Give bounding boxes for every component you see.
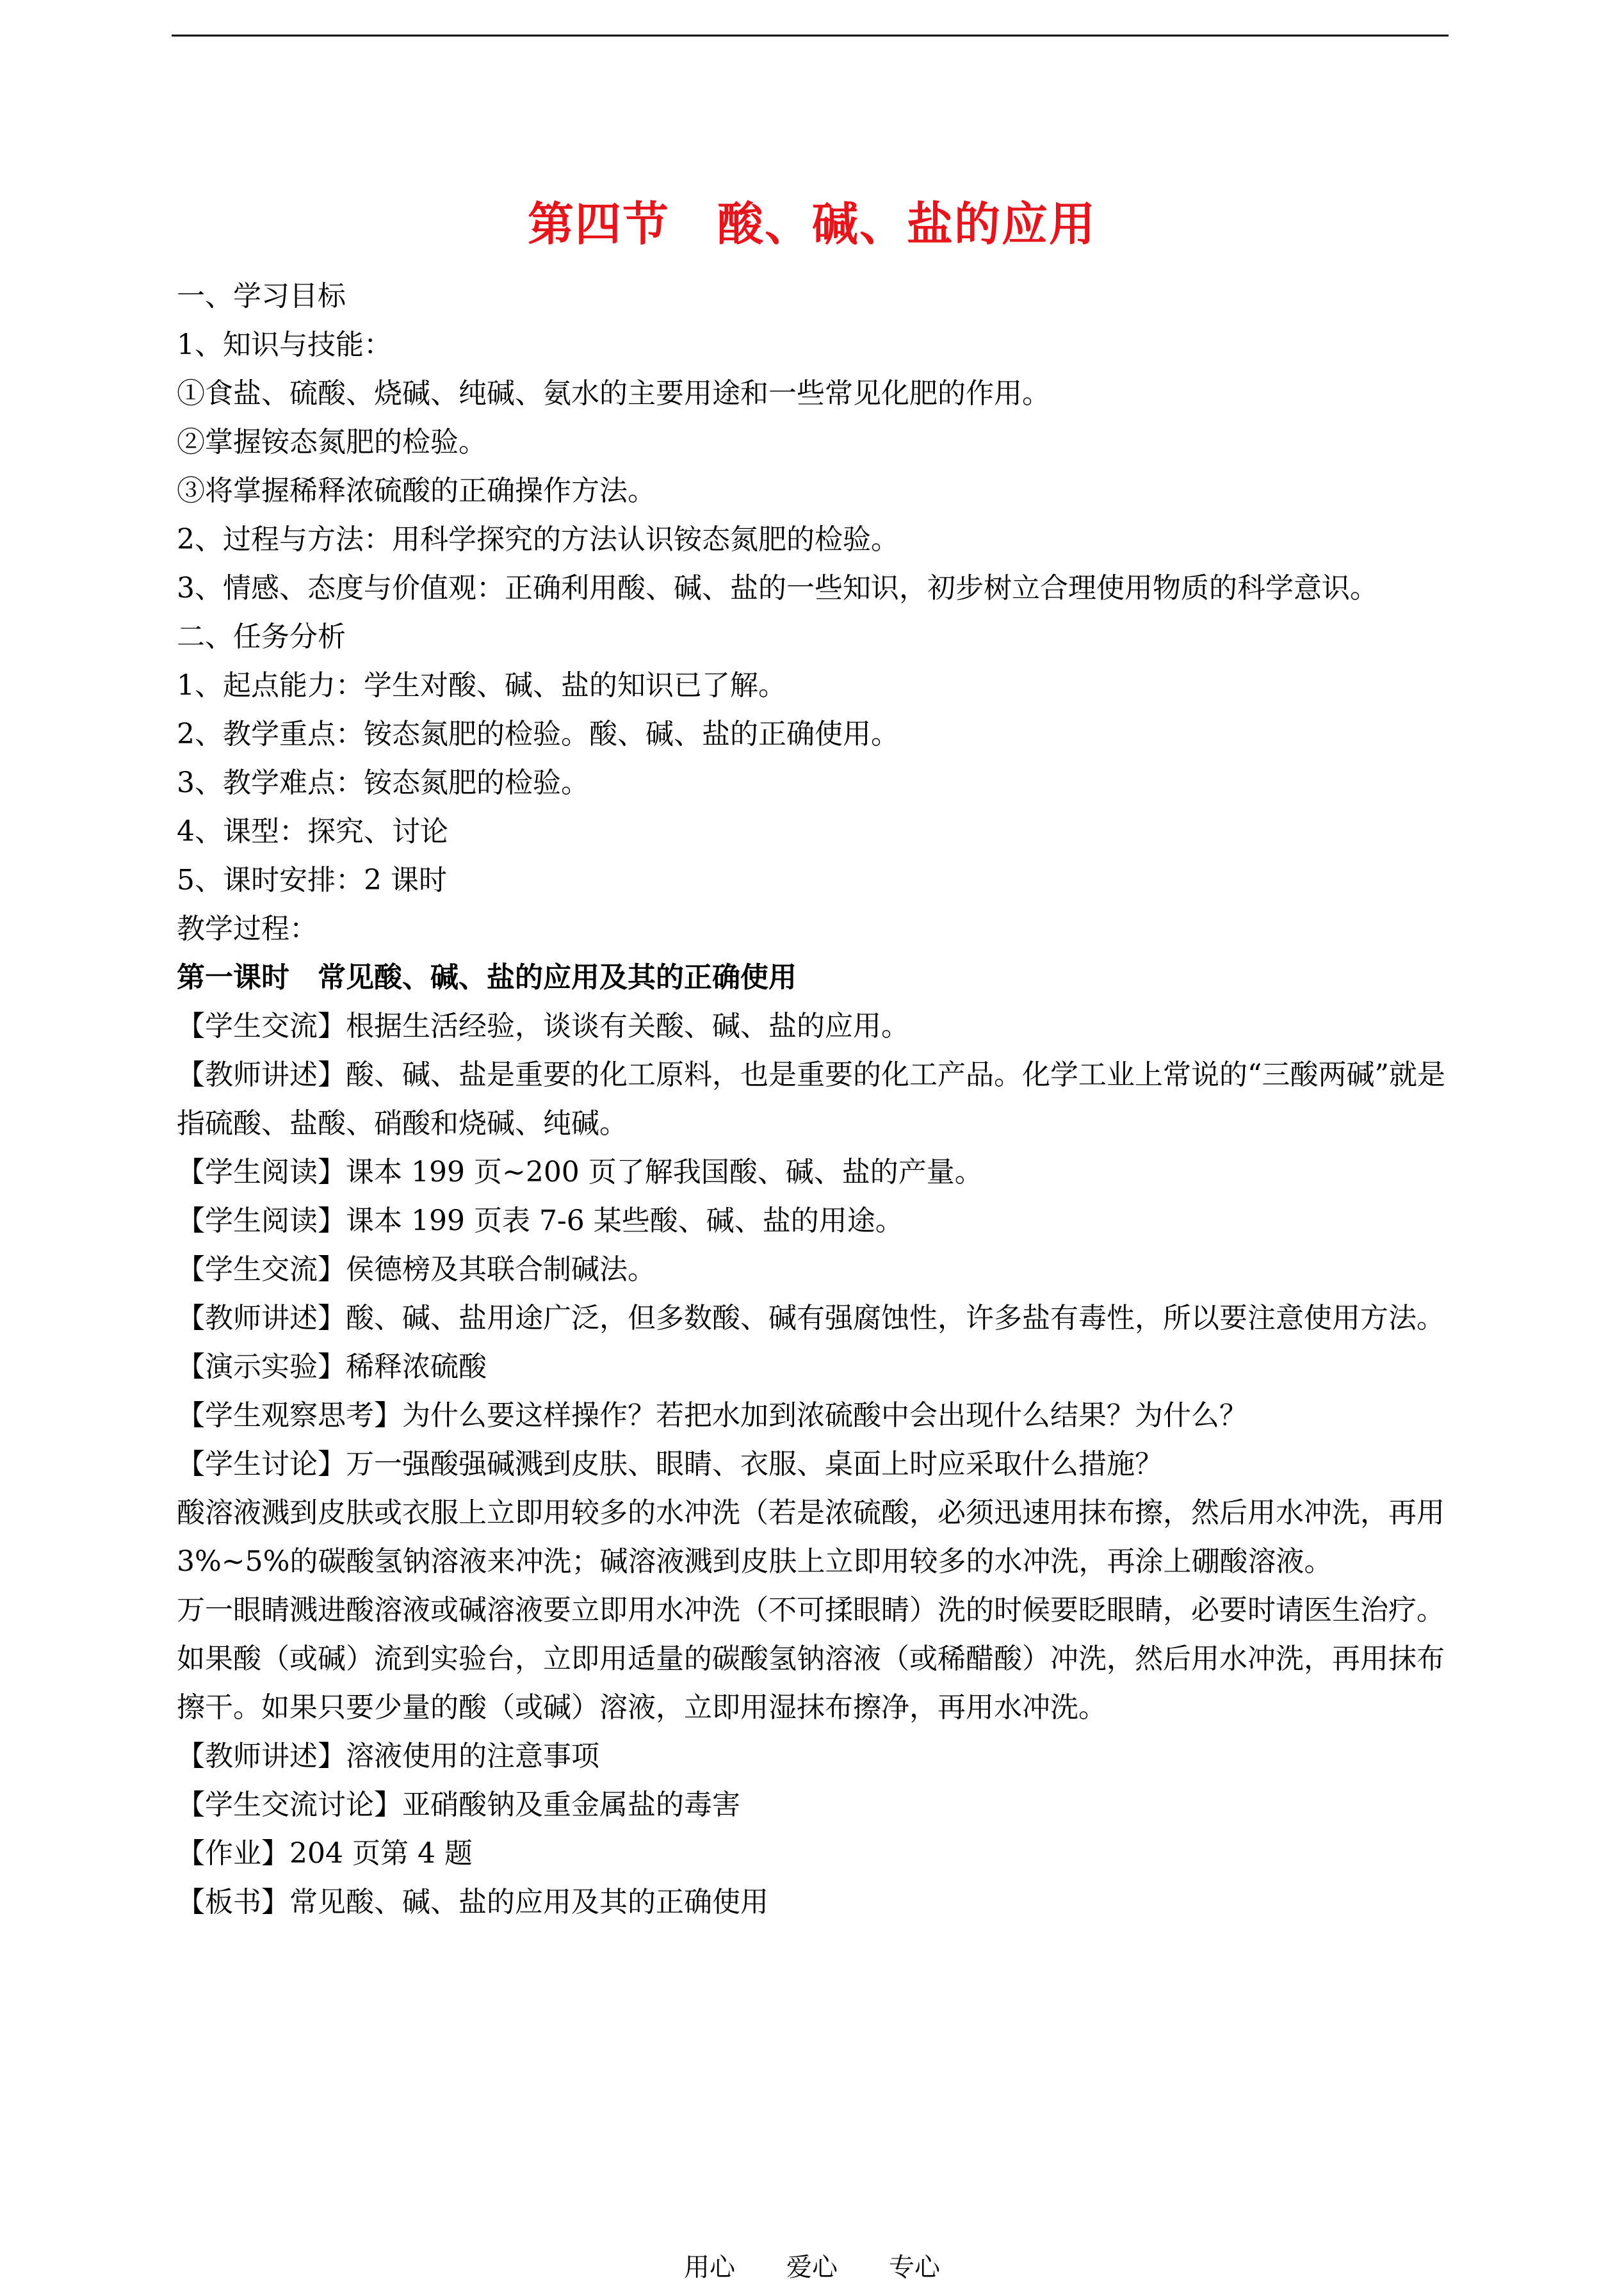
paragraph: 如果酸（或碱）流到实验台，立即用适量的碳酸氢钠溶液（或稀醋酸）冲洗，然后用水冲洗，再用抹布擦干。如果只要少量的酸（或碱）溶液，立即用湿抹布擦净，再用水冲洗。 — [177, 1642, 1445, 1724]
paragraph: 【演示实验】稀释浓硫酸 — [177, 1350, 487, 1383]
document-body — [177, 272, 1451, 1927]
paragraph: 1、知识与技能： — [177, 328, 392, 361]
paragraph: ①食盐、硫酸、烧碱、纯碱、氨水的主要用途和一些常见化肥的作用。 — [177, 377, 1050, 410]
page-title: 第四节 酸、碱、盐的应用 — [527, 197, 1096, 251]
header-rule — [172, 35, 1449, 36]
paragraph: 2、教学重点：铵态氮肥的检验。酸、碱、盐的正确使用。 — [177, 718, 899, 750]
paragraph: 【学生阅读】课本 199 页~200 页了解我国酸、碱、盐的产量。 — [177, 1156, 983, 1188]
paragraph: 4、课型：探究、讨论 — [177, 815, 448, 848]
paragraph: 2、过程与方法：用科学探究的方法认识铵态氮肥的检验。 — [177, 523, 899, 556]
section-heading-task-analysis: 二、任务分析 — [177, 620, 346, 653]
paragraph: ③将掌握稀释浓硫酸的正确操作方法。 — [177, 474, 656, 507]
paragraph: 【学生交流】侯德榜及其联合制碱法。 — [177, 1253, 656, 1286]
paragraph: 【学生交流讨论】亚硝酸钠及重金属盐的毒害 — [177, 1788, 740, 1821]
paragraph: 5、课时安排：2 课时 — [177, 864, 447, 896]
paragraph: 万一眼睛溅进酸溶液或碱溶液要立即用水冲洗（不可揉眼睛）洗的时候要眨眼睛，必要时请医生治疗。 — [177, 1594, 1445, 1626]
section-heading-process: 教学过程： — [177, 912, 318, 945]
paragraph: 【学生阅读】课本 199 页表 7-6 某些酸、碱、盐的用途。 — [177, 1204, 904, 1237]
paragraph: 3、情感、态度与价值观：正确利用酸、碱、盐的一些知识，初步树立合理使用物质的科学意识。 — [177, 572, 1378, 604]
paragraph: 【教师讲述】酸、碱、盐用途广泛，但多数酸、碱有强腐蚀性，许多盐有毒性，所以要注意使用方法。 — [177, 1302, 1445, 1334]
paragraph: 【板书】常见酸、碱、盐的应用及其的正确使用 — [177, 1886, 768, 1918]
page-footer: 用心 爱心 专心 — [684, 2253, 940, 2282]
paragraph: 【学生讨论】万一强酸强碱溅到皮肤、眼睛、衣服、桌面上时应采取什么措施？ — [177, 1448, 1163, 1480]
section-heading-objectives: 一、学习目标 — [177, 280, 346, 312]
paragraph: 3、教学难点：铵态氮肥的检验。 — [177, 766, 589, 799]
paragraph: 【学生交流】根据生活经验，谈谈有关酸、碱、盐的应用。 — [177, 1010, 909, 1042]
paragraph: 酸溶液溅到皮肤或衣服上立即用较多的水冲洗（若是浓硫酸，必须迅速用抹布擦，然后用水冲洗，再用 3%~5%的碳酸氢钠溶液来冲洗；碱溶液溅到皮肤上立即用较多的水冲洗，再涂上硼酸溶液。 — [177, 1496, 1445, 1578]
paragraph: 【学生观察思考】为什么要这样操作？若把水加到浓硫酸中会出现什么结果？为什么？ — [177, 1399, 1247, 1432]
paragraph: ②掌握铵态氮肥的检验。 — [177, 426, 487, 458]
lesson-heading: 第一课时 常见酸、碱、盐的应用及其的正确使用 — [177, 961, 797, 994]
paragraph: 1、起点能力：学生对酸、碱、盐的知识已了解。 — [177, 669, 786, 702]
paragraph: 【教师讲述】溶液使用的注意事项 — [177, 1740, 599, 1772]
paragraph: 【教师讲述】酸、碱、盐是重要的化工原料，也是重要的化工产品。化学工业上常说的“三酸两碱”就是指硫酸、盐酸、硝酸和烧碱、纯碱。 — [177, 1058, 1445, 1140]
paragraph: 【作业】204 页第 4 题 — [177, 1837, 473, 1870]
